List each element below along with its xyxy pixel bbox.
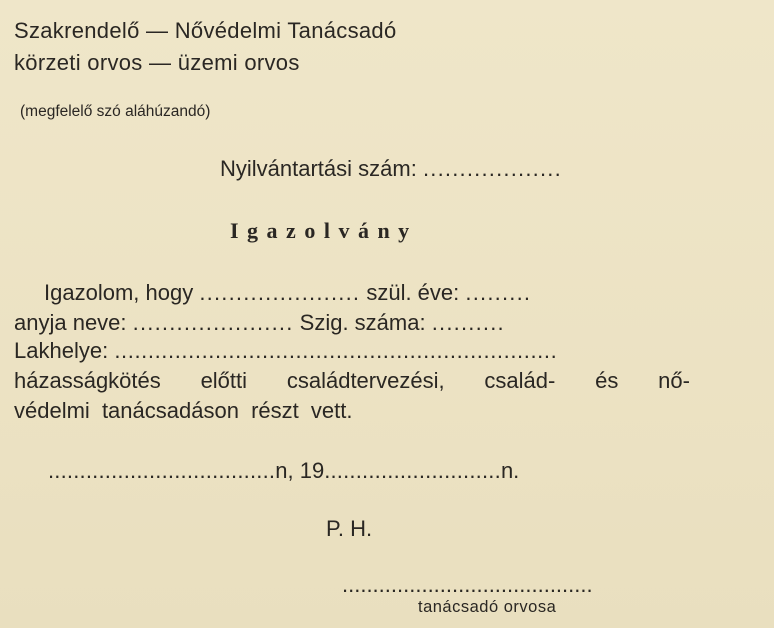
form-row-address (14, 338, 557, 364)
statement-word: részt (251, 398, 299, 423)
mother-name-field[interactable]: ...................... (132, 310, 294, 335)
signature-field[interactable]: ......................................... (342, 572, 593, 597)
id-number-label: Szig. száma: (299, 310, 426, 335)
id-number-field[interactable]: .......... (431, 310, 505, 335)
statement-word: tanácsadáson (101, 398, 239, 423)
header-note: (megfelelő szó aláhúzandó) (20, 103, 211, 120)
address-label: Lakhelye: (14, 338, 109, 363)
registration-number-field[interactable]: ................... (422, 156, 562, 181)
header-line-1: Szakrendelő — Nővédelmi Tanácsadó (14, 18, 397, 43)
statement-word: védelmi (14, 398, 90, 423)
name-field[interactable]: ...................... (199, 280, 361, 305)
place-field[interactable]: .................................... (48, 458, 276, 483)
statement-line-2 (14, 398, 352, 424)
statement-word: családtervezési, (286, 368, 445, 393)
birth-year-label: szül. éve: (366, 280, 460, 305)
birth-year-field[interactable]: ......... (465, 280, 532, 305)
statement-word: nő- (658, 368, 690, 393)
form-row-mother (14, 310, 505, 336)
date-field[interactable]: ............................ (324, 458, 501, 483)
statement-word: vett. (310, 398, 353, 423)
statement-word: és (595, 368, 619, 393)
certify-label: Igazolom, hogy (44, 280, 194, 305)
registration-row (220, 156, 562, 182)
place-date-row (48, 458, 519, 484)
statement-line-1 (14, 368, 690, 394)
stamp-placeholder: P. H. (326, 516, 373, 541)
statement-word: család- (484, 368, 556, 393)
signature-label: tanácsadó orvosa (418, 598, 557, 616)
statement-word: előtti (200, 368, 248, 393)
header-line-2: körzeti orvos — üzemi orvos (14, 50, 300, 75)
form-row-name (44, 280, 531, 306)
mother-name-label: anyja neve: (14, 310, 127, 335)
document-title: Igazolvány (230, 218, 418, 243)
date-suffix: n. (500, 458, 520, 483)
registration-label: Nyilvántartási szám: (220, 156, 417, 181)
statement-word: házasságkötés (14, 368, 161, 393)
place-suffix: n, 19 (275, 458, 325, 483)
address-field[interactable]: .................................................................. (114, 338, 558, 363)
